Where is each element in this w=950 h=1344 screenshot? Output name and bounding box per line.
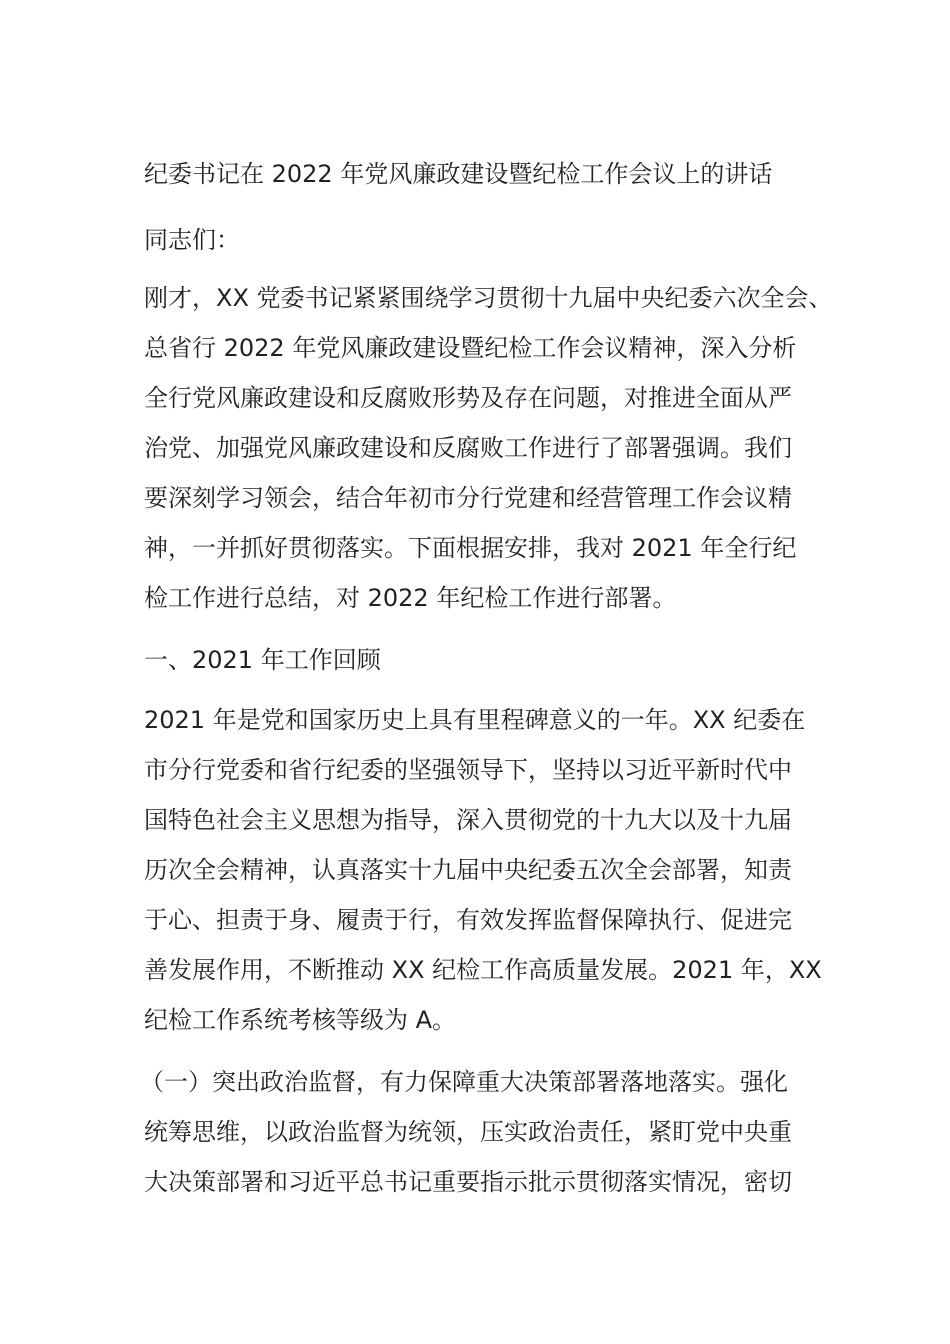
paragraph-line: 善发展作用，不断推动 XX 纪检工作高质量发展。2021 年，XX — [144, 956, 822, 984]
paragraph-line: 统筹思维，以政治监督为统领，压实政治责任，紧盯党中央重 — [144, 1118, 792, 1146]
paragraph-line: 刚才，XX 党委书记紧紧围绕学习贯彻十九届中央纪委六次全会、 — [144, 284, 833, 312]
paragraph-line: 历次全会精神，认真落实十九届中央纪委五次全会部署，知责 — [144, 856, 792, 884]
paragraph-line: 大决策部署和习近平总书记重要指示批示贯彻落实情况，密切 — [144, 1168, 792, 1196]
paragraph-line: 全行党风廉政建设和反腐败形势及存在问题，对推进全面从严 — [144, 384, 792, 412]
paragraph-line: 要深刻学习领会，结合年初市分行党建和经营管理工作会议精 — [144, 484, 792, 512]
paragraph-line: 治党、加强党风廉政建设和反腐败工作进行了部署强调。我们 — [144, 434, 792, 462]
paragraph-line: 纪检工作系统考核等级为 A。 — [144, 1006, 457, 1034]
paragraph-line: （一）突出政治监督，有力保障重大决策部署落地落实。强化 — [140, 1068, 788, 1096]
salutation: 同志们： — [144, 226, 240, 254]
paragraph-line: 国特色社会主义思想为指导，深入贯彻党的十九大以及十九届 — [144, 806, 792, 834]
paragraph-line: 总省行 2022 年党风廉政建设暨纪检工作会议精神，深入分析 — [144, 334, 797, 362]
document-title: 纪委书记在 2022 年党风廉政建设暨纪检工作会议上的讲话 — [144, 160, 773, 188]
section-heading: 一、2021 年工作回顾 — [144, 646, 381, 674]
paragraph-line: 市分行党委和省行纪委的坚强领导下，坚持以习近平新时代中 — [144, 756, 792, 784]
paragraph-line: 2021 年是党和国家历史上具有里程碑意义的一年。XX 纪委在 — [144, 706, 806, 734]
paragraph-line: 神，一并抓好贯彻落实。下面根据安排，我对 2021 年全行纪 — [144, 534, 797, 562]
paragraph-line: 检工作进行总结，对 2022 年纪检工作进行部署。 — [144, 584, 677, 612]
paragraph-line: 于心、担责于身、履责于行，有效发挥监督保障执行、促进完 — [144, 906, 792, 934]
